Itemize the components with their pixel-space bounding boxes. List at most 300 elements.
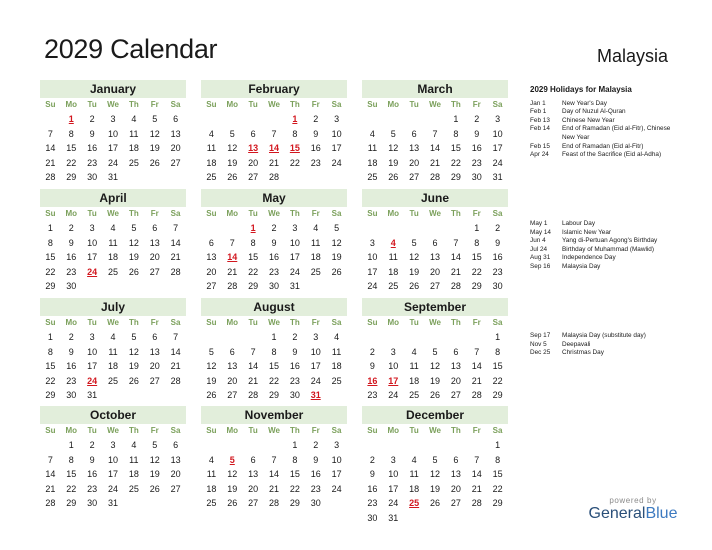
empty-cell	[222, 330, 243, 345]
calendar-date: 14	[170, 237, 181, 248]
calendar-date: 24	[492, 157, 503, 168]
weekday-label: Th	[289, 209, 300, 218]
calendar-date: 11	[129, 128, 139, 139]
calendar-date: 18	[310, 252, 321, 262]
calendar-date: 2	[313, 440, 319, 450]
weekday-label: Sa	[492, 100, 503, 109]
calendar-date: 2	[369, 346, 375, 357]
weekday-label: Su	[45, 209, 56, 218]
calendar-date: 3	[292, 223, 298, 233]
calendar-date: 17	[492, 143, 503, 153]
calendar-date: 8	[292, 454, 298, 465]
calendar-date: 6	[152, 332, 158, 342]
calendar-date: 14	[471, 361, 482, 371]
calendar-date: 2	[313, 114, 319, 124]
empty-cell	[264, 438, 285, 453]
empty-cell	[425, 112, 446, 127]
calendar-date: 1	[453, 114, 459, 124]
calendar-date: 20	[248, 157, 259, 168]
calendar-date: 25	[206, 498, 217, 508]
calendar-date: 21	[45, 157, 56, 168]
weekday-label: Tu	[409, 426, 419, 435]
weekday-label: Fr	[472, 426, 481, 435]
weekday-label: Su	[206, 426, 217, 435]
weekday-label: Tu	[409, 100, 419, 109]
calendar-date: 15	[450, 143, 461, 153]
calendar-date: 4	[369, 128, 375, 139]
calendar-date: 13	[248, 469, 259, 479]
calendar-date: 17	[87, 361, 98, 371]
calendar-date: 13	[450, 361, 461, 371]
holiday-entry	[530, 254, 680, 263]
calendar-date: 18	[388, 266, 399, 277]
month-name: August	[201, 298, 347, 316]
calendar-date: 6	[173, 114, 179, 124]
calendar-date: 12	[128, 237, 139, 248]
calendar-date: 29	[268, 390, 279, 400]
calendar-date: 8	[68, 128, 74, 139]
calendar-date: 8	[68, 454, 74, 465]
calendar-date: 25	[367, 172, 378, 182]
weekday-label: We	[268, 318, 280, 327]
empty-cell	[201, 112, 222, 127]
weekday-label: Fr	[150, 100, 159, 109]
calendar-date: 19	[429, 375, 440, 386]
empty-cell	[222, 221, 243, 236]
holiday-entry	[530, 263, 680, 272]
calendar-date: 9	[68, 237, 74, 248]
holiday-entry	[530, 349, 680, 358]
calendar-date: 15	[268, 361, 279, 371]
weekday-label: Th	[128, 318, 139, 327]
holiday-date-label: Feb 15	[530, 142, 550, 150]
calendar-date: 2	[68, 332, 74, 342]
calendar-date: 28	[471, 390, 482, 400]
weekday-label: Su	[45, 426, 56, 435]
empty-cell	[362, 221, 383, 236]
calendar-date: 15	[66, 143, 77, 153]
calendar-date: 30	[66, 390, 77, 400]
calendar-date: 31	[492, 172, 503, 182]
brand-name: GeneralBlue	[588, 505, 678, 522]
calendar-date: 28	[471, 498, 482, 508]
calendar-date: 15	[45, 252, 56, 262]
calendar-date: 6	[411, 128, 417, 139]
weekday-label: Mo	[226, 209, 239, 218]
weekday-label: Mo	[387, 318, 400, 327]
weekday-label: Mo	[226, 100, 239, 109]
weekday-label: Sa	[331, 100, 342, 109]
calendar-date: 28	[268, 498, 279, 508]
weekday-label: Sa	[170, 209, 181, 218]
empty-cell	[404, 112, 425, 127]
holiday-name: Deepavali	[562, 340, 591, 348]
holiday-date: 13	[248, 143, 259, 153]
calendar-date: 25	[107, 266, 118, 277]
weekday-label: Su	[45, 100, 56, 109]
calendar-date: 11	[409, 361, 419, 371]
calendar-date: 25	[388, 281, 399, 291]
calendar-date: 13	[149, 346, 160, 357]
calendar-date: 6	[229, 346, 235, 357]
weekday-label: Sa	[492, 318, 503, 327]
calendar-date: 27	[248, 172, 259, 182]
month-9	[40, 406, 186, 511]
weekday-label: Th	[450, 426, 461, 435]
weekday-label: Tu	[248, 100, 258, 109]
calendar-date: 19	[128, 361, 139, 371]
calendar-date: 20	[149, 361, 160, 371]
calendar-date: 30	[492, 281, 503, 291]
calendar-date: 30	[87, 498, 98, 508]
empty-cell	[383, 221, 404, 236]
calendar-date: 20	[227, 375, 238, 386]
weekday-label: Sa	[170, 318, 181, 327]
calendar-date: 10	[331, 128, 342, 139]
calendar-date: 22	[289, 483, 300, 494]
empty-cell	[466, 330, 487, 345]
calendar-date: 10	[388, 361, 399, 371]
weekday-label: Th	[289, 318, 300, 327]
calendar-date: 24	[388, 390, 399, 400]
calendar-date: 27	[149, 266, 160, 277]
calendar-date: 19	[388, 157, 399, 168]
calendar-date: 10	[107, 128, 118, 139]
weekday-label: Tu	[87, 426, 97, 435]
holiday-list-q3	[530, 332, 680, 358]
weekday-label: Mo	[387, 426, 400, 435]
calendar-date: 18	[128, 143, 139, 153]
calendar-date: 25	[128, 157, 139, 168]
calendar-date: 20	[409, 157, 420, 168]
calendar-date: 26	[429, 390, 440, 400]
calendar-date: 24	[388, 498, 399, 508]
month-name: June	[362, 189, 508, 207]
calendar-date: 2	[68, 223, 74, 233]
calendar-date: 17	[289, 252, 300, 262]
weekday-label: Tu	[248, 426, 258, 435]
calendar-date: 16	[66, 361, 77, 371]
calendar-date: 4	[131, 440, 137, 450]
holiday-date-label: Sep 17	[530, 332, 551, 339]
calendar-date: 12	[409, 252, 420, 262]
calendar-date: 21	[471, 375, 482, 386]
calendar-date: 7	[271, 454, 277, 465]
calendar-date: 19	[429, 483, 440, 494]
month-10	[201, 406, 347, 511]
calendar-date: 21	[450, 266, 461, 277]
month-11	[362, 406, 508, 525]
calendar-date: 29	[450, 172, 461, 182]
calendar-date: 2	[89, 114, 95, 124]
calendar-date: 29	[45, 281, 56, 291]
month-name: July	[40, 298, 186, 316]
calendar-date: 20	[429, 266, 440, 277]
weekday-label: Fr	[472, 209, 481, 218]
calendar-date: 7	[250, 346, 256, 357]
holiday-date: 14	[227, 252, 238, 262]
month-name: January	[40, 80, 186, 98]
weekday-label: Sa	[170, 426, 181, 435]
calendar-date: 25	[128, 483, 139, 494]
calendar-date: 7	[229, 237, 235, 248]
weekday-label: Su	[367, 209, 378, 218]
calendar-date: 10	[87, 346, 98, 357]
weekday-label: We	[107, 426, 119, 435]
holiday-entry	[530, 143, 680, 152]
holiday-name: End of Ramadan (Eid al-Fitr), Chinese New Year	[562, 125, 671, 141]
calendar-date: 2	[474, 114, 480, 124]
calendar-date: 4	[208, 454, 214, 465]
calendar-date: 11	[206, 469, 217, 479]
holiday-date-label: Apr 24	[530, 151, 549, 159]
calendar-date: 27	[429, 281, 440, 291]
holidays-title: 2029 Holidays for Malaysia	[530, 85, 632, 94]
calendar-date: 7	[271, 128, 277, 139]
calendar-date: 27	[450, 498, 461, 508]
calendar-date: 20	[149, 252, 160, 262]
holiday-date-label: Sep 16	[530, 262, 551, 270]
calendar-date: 3	[334, 440, 340, 450]
calendar-date: 6	[432, 237, 438, 248]
calendar-date: 17	[87, 252, 98, 262]
empty-cell	[383, 330, 404, 345]
calendar-date: 19	[409, 266, 420, 277]
calendar-date: 14	[268, 469, 279, 479]
weekday-label: Tu	[87, 100, 97, 109]
weekday-label: Fr	[150, 209, 159, 218]
empty-cell	[404, 221, 425, 236]
calendar-date: 24	[107, 157, 118, 168]
holiday-date-label: May 14	[530, 228, 551, 236]
calendar-date: 30	[268, 281, 279, 291]
calendar-date: 28	[227, 281, 238, 291]
calendar-date: 18	[128, 469, 139, 479]
calendar-date: 10	[310, 346, 321, 357]
weekday-label: We	[268, 426, 280, 435]
month-name: May	[201, 189, 347, 207]
holiday-entry	[530, 332, 680, 341]
calendar-date: 7	[173, 332, 179, 342]
calendar-date: 5	[390, 128, 396, 139]
holiday-date: 24	[87, 266, 98, 277]
calendar-date: 8	[292, 128, 298, 139]
holiday-date: 16	[367, 375, 378, 386]
weekday-label: Fr	[311, 209, 320, 218]
calendar-date: 1	[495, 440, 501, 450]
holiday-date: 25	[409, 498, 420, 508]
calendar-date: 6	[453, 454, 459, 465]
calendar-date: 27	[170, 157, 181, 168]
holiday-name: New Year's Day	[562, 99, 607, 107]
weekday-label: Sa	[170, 100, 181, 109]
calendar-date: 18	[409, 483, 420, 494]
empty-cell	[243, 112, 264, 127]
calendar-date: 20	[450, 375, 461, 386]
calendar-date: 26	[206, 390, 217, 400]
calendar-date: 28	[429, 172, 440, 182]
calendar-date: 14	[471, 469, 482, 479]
weekday-label: Fr	[472, 318, 481, 327]
holiday-date-label: Feb 13	[530, 116, 550, 124]
calendar-date: 6	[208, 237, 214, 248]
calendar-date: 22	[471, 266, 482, 277]
holiday-entry	[530, 341, 680, 350]
calendar-date: 6	[250, 454, 256, 465]
month-name: April	[40, 189, 186, 207]
weekday-label: We	[429, 426, 441, 435]
holiday-date-label: Feb 1	[530, 108, 547, 116]
calendar-date: 22	[66, 157, 77, 168]
weekday-label: Mo	[65, 209, 78, 218]
holiday-list-q1	[530, 86, 680, 160]
calendar-date: 13	[227, 361, 238, 371]
holiday-name: Independence Day	[562, 254, 616, 262]
calendar-date: 28	[170, 266, 181, 277]
calendar-date: 16	[289, 361, 300, 371]
calendar-date: 11	[311, 237, 321, 248]
holiday-name: Yang di-Pertuan Agong's Birthday	[562, 237, 658, 245]
holiday-name: Malaysia Day	[562, 262, 601, 270]
calendar-date: 15	[492, 361, 503, 371]
holiday-entry	[530, 220, 680, 229]
calendar-date: 19	[128, 252, 139, 262]
calendar-date: 19	[227, 483, 238, 494]
holiday-entry	[530, 151, 680, 160]
holiday-name: Labour Day	[562, 220, 596, 227]
holiday-date-label: Dec 25	[530, 349, 551, 357]
empty-cell	[445, 330, 466, 345]
holiday-entry	[530, 100, 680, 109]
weekday-label: Tu	[248, 209, 258, 218]
calendar-date: 22	[492, 483, 503, 494]
calendar-date: 21	[170, 252, 181, 262]
calendar-date: 20	[170, 143, 181, 153]
page-title: 2029 Calendar	[44, 34, 218, 64]
calendar-date: 7	[47, 454, 53, 465]
calendar-date: 1	[271, 332, 277, 342]
calendar-date: 12	[331, 237, 342, 248]
holiday-name: Day of Nuzul Al-Quran	[562, 108, 626, 116]
calendar-date: 26	[149, 483, 160, 494]
calendar-date: 23	[492, 266, 503, 277]
calendar-date: 4	[110, 332, 116, 342]
brand-logo[interactable]	[588, 496, 678, 523]
calendar-date: 22	[450, 157, 461, 168]
calendar-date: 22	[492, 375, 503, 386]
calendar-date: 3	[390, 346, 396, 357]
calendar-date: 8	[495, 346, 501, 357]
weekday-label: Th	[450, 318, 461, 327]
month-name: September	[362, 298, 508, 316]
calendar-date: 10	[331, 454, 342, 465]
calendar-date: 8	[250, 237, 256, 248]
empty-cell	[362, 330, 383, 345]
calendar-date: 7	[173, 223, 179, 233]
empty-cell	[222, 438, 243, 453]
calendar-date: 23	[310, 157, 321, 168]
calendar-date: 15	[471, 252, 482, 262]
calendar-date: 10	[388, 469, 399, 479]
weekday-label: Fr	[472, 100, 481, 109]
holiday-name: Feast of the Sacrifice (Eid al-Adha)	[562, 151, 662, 159]
holiday-date-label: May 1	[530, 220, 548, 227]
month-name: December	[362, 406, 508, 424]
calendar-date: 28	[268, 172, 279, 182]
calendar-date: 8	[495, 454, 501, 465]
calendar-date: 16	[87, 143, 98, 153]
calendar-date: 22	[248, 266, 259, 277]
calendar-date: 8	[453, 128, 459, 139]
month-name: November	[201, 406, 347, 424]
calendar-date: 29	[248, 281, 259, 291]
weekday-label: Tu	[409, 318, 419, 327]
calendar-date: 23	[367, 390, 378, 400]
weekday-label: Fr	[311, 426, 320, 435]
weekday-label: We	[429, 318, 441, 327]
calendar-date: 23	[289, 375, 300, 386]
calendar-date: 25	[409, 390, 420, 400]
calendar-date: 17	[367, 266, 378, 277]
calendar-date: 3	[89, 223, 95, 233]
holiday-name: Christmas Day	[562, 349, 604, 357]
holiday-date: 5	[229, 454, 235, 465]
holiday-entry	[530, 108, 680, 117]
calendar-date: 22	[66, 483, 77, 494]
month-1	[201, 80, 347, 185]
calendar-date: 12	[149, 454, 160, 465]
calendar-date: 19	[149, 469, 160, 479]
calendar-date: 23	[367, 498, 378, 508]
empty-cell	[201, 221, 222, 236]
holiday-date: 17	[388, 375, 399, 386]
calendar-date: 13	[429, 252, 440, 262]
calendar-date: 27	[149, 375, 160, 386]
calendar-date: 7	[453, 237, 459, 248]
empty-cell	[404, 438, 425, 453]
weekday-label: We	[107, 318, 119, 327]
calendar-date: 11	[129, 454, 139, 465]
weekday-label: Su	[367, 100, 378, 109]
calendar-date: 23	[87, 483, 98, 494]
holiday-name: Malaysia Day (substitute day)	[562, 332, 646, 339]
weekday-label: Su	[206, 209, 217, 218]
calendar-date: 18	[367, 157, 378, 168]
calendar-date: 14	[45, 469, 56, 479]
calendar-date: 21	[471, 483, 482, 494]
calendar-date: 23	[310, 483, 321, 494]
calendar-date: 8	[474, 237, 480, 248]
calendar-date: 21	[248, 375, 259, 386]
weekday-label: Sa	[331, 318, 342, 327]
calendar-date: 20	[206, 266, 217, 277]
calendar-date: 12	[388, 143, 399, 153]
weekday-label: Fr	[311, 318, 320, 327]
weekday-label: Su	[367, 318, 378, 327]
weekday-label: Mo	[387, 209, 400, 218]
weekday-label: Tu	[248, 318, 258, 327]
calendar-date: 15	[289, 469, 300, 479]
calendar-date: 9	[89, 128, 95, 139]
calendar-date: 30	[66, 281, 77, 291]
calendar-date: 13	[149, 237, 160, 248]
calendar-date: 10	[367, 252, 378, 262]
calendar-date: 9	[495, 237, 501, 248]
holiday-date: 4	[390, 237, 396, 248]
holiday-date-label: Aug 31	[530, 254, 551, 262]
calendar-date: 27	[170, 483, 181, 494]
calendar-date: 15	[492, 469, 503, 479]
